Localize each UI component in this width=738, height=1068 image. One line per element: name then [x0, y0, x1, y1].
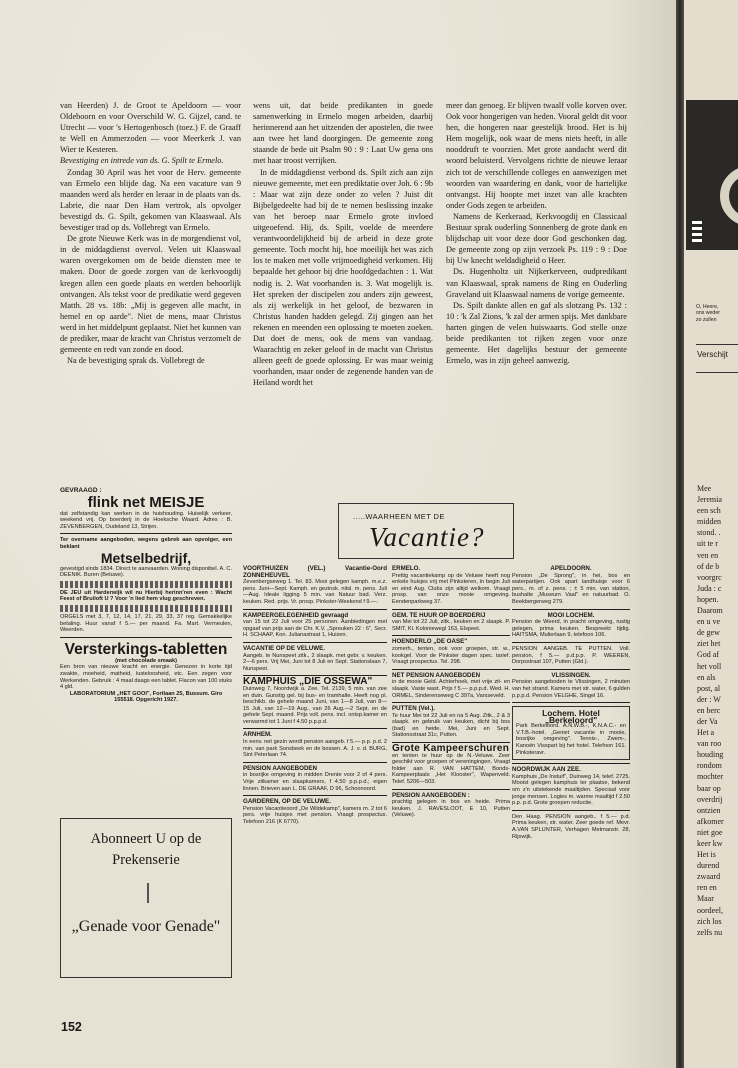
text-line: der Va [697, 716, 718, 726]
classified-ads-column-3 [512, 566, 630, 843]
paragraph: Na de bevestiging sprak ds. Vollebregt de [67, 356, 205, 366]
text-line: keer kw [697, 839, 723, 848]
article-column-3 [446, 100, 627, 366]
ad-divider [512, 763, 630, 764]
ad-headline: KAMPEERGELEGENHEID gevraagd [243, 611, 349, 619]
ad-headline: VACANTIE OP DE VELUWE. [243, 644, 325, 652]
text-fragment [697, 483, 724, 938]
paragraph: Zondag 30 April was het voor de Herv. gemeente van Ermelo een blijde dag. Na een vacature van 9 maanden werd als herder en leraar in de plaats van ds. Labrie, die naar Den Ham vertrok, als opvolger bevestigd ds. G. Spilt, gekomen van Klaaswaal. Als bevestiger trad op ds. Vollebregt van Ermelo. [60, 167, 241, 233]
vacantie-header [338, 503, 514, 559]
ad-divider [512, 609, 630, 610]
paragraph: Ds. Hugenholtz uit Nijkerkerveen, oudpredikant van Klaaswaal, sprak namens de Ring en Ouderling Graveland uit Klaaswaal namens de vorige gemeente. [446, 267, 627, 299]
paragraph: Ds. Spilt dankte allen en gaf als slotzang Ps. 132 : 10 : 'k Zal Zions, 'k zal der armen spijs. Met dankbare harten gingen de velen huiswaarts. God stelle onze beide predikanten tot rijken zegen voor onze gemeente. Het dagelijks bestuur der gemeente Ermelo, was in zijn geheel aanwezig. [446, 300, 627, 366]
paragraph: meer dan genoeg. Er blijven twaalf volle korven over. Ook voor hongerigen van heden. Vooral geldt dit voor hen, die hongeren naar geestelijk brood. Het is bij Hem mogelijk, ook waar de mens niets heeft, in alle nooddruft te voorzien. Met grote aandacht werd dit woord beluisterd. Vervolgens richtte de nieuwe leraar zich tot de verschillende colleges en aanwezigen met woorden van waardering en dank, voor de hartelijke ontvangst. Hij hoopte met inzet van alle krachten onder Gods zegen te arbeiden. [446, 101, 627, 210]
ad-text: Pension aangeboden te Vlissingen, 2 minuten van het strand. Kamers met str. water, 6 gulden p.p.p.d. Pension VELGHE, Singel 16. [512, 679, 630, 699]
classified-ad [243, 646, 387, 672]
text-line: Juda : c [697, 583, 722, 593]
header-title: Vacantie? [369, 522, 485, 552]
classified-ad [243, 566, 387, 606]
ad-text: Aangeb. te Nunspeet zitk., 2 slaapk. met gebr. v. keuken. 2—6 pers. Vrij Mei, Juni tot 8 Juli en Sept. Stationslaan 7, Nunspeet. [243, 652, 387, 672]
classified-ad [512, 767, 630, 807]
ad-divider [392, 702, 510, 703]
ad-headline: ERMELO. [392, 565, 421, 572]
ad-title: flink net MEISJE [87, 493, 205, 511]
ad-title: Metselbedrijf, [100, 549, 192, 566]
text-line: Mee [697, 484, 712, 493]
classified-ad [392, 639, 510, 665]
ad-headline: PUTTEN (Vel.). [392, 705, 435, 713]
series-title: „Genade voor Genade" [71, 918, 221, 935]
text-line: Daarom [697, 606, 723, 616]
text-line: ven en [697, 550, 719, 560]
emblem-bars [692, 218, 702, 242]
ad-divider [512, 669, 630, 670]
text-line: van roo [697, 739, 722, 749]
photo-caption [696, 304, 720, 323]
text-line: de gew [697, 628, 720, 638]
text-line: het voll [697, 661, 722, 671]
text-line: post, al [697, 683, 721, 693]
ad-divider [392, 635, 510, 636]
text-line: der : W [697, 694, 721, 704]
section-heading: Bevestiging en intrede van ds. G. Spilt te Ermelo. [60, 156, 224, 166]
ad-headline: HOENDERLO „DE OASE" [392, 638, 468, 646]
caption-line: zo zullen [696, 316, 717, 323]
ad-body: gevestigd sinds 1834. Direct te aanvaarden. Woning disponibel. A. C. DEENIK. Buren (Betuwe). [60, 565, 232, 579]
ad-divider [392, 789, 510, 790]
ad-divider [512, 702, 630, 703]
ad-text: in bosrijke omgeving in midden Drente voor 2 of 4 pers. Vrije zitkamer en slaapkamers, f 4.50 p.p.p.d.; eigen linnen. Brieven aan L. DE GRAAF, D 96, Schoonoord. [243, 772, 387, 792]
text-line: en als [697, 672, 716, 682]
text-line: zich los [697, 916, 722, 926]
paragraph: Namens de Kerkeraad, Kerkvoogdij en Classicaal Bestuur sprak ouderling Sonnenberg de grote dank en blijdschap uit voor deze door God geschonken dag. De gemeente zong op zijn verzoek Ps. 119 : 9 : Doe bij Uw knecht weldadigheid o Heer. [446, 211, 627, 266]
rule [696, 372, 738, 373]
ad-text: Pension Vacantieoord „De Wildekamp", kamers m. 2 tot 6 pers. vrije huisjes met pension. Vraagt prospectus. Telefoon 216 (K 6770). [243, 805, 387, 825]
text-line: baar op [697, 783, 721, 793]
ad-body: ORGELS met 3, 7, 12, 14, 17, 21, 29, 33, 37 reg. Gemakkelijke betaling. Huur vanaf f 5.— per maand. Fa. Mart. Vermeulen, Weerden. [60, 613, 232, 634]
ornament-divider [60, 581, 232, 588]
text-line: rondom [697, 761, 722, 771]
text-line: hopen. [697, 594, 719, 604]
paragraph: In de middagdienst verbond ds. Spilt zich aan zijn nieuwe gemeente, met een prediktatie over Joh. 6 : 9b : Maar wat zijn deze onder zo velen ? Juist dit Bijbelgedeelte had bij de te nemen beslissing inzake van het beroep naar Ermelo grote invloed uitgeoefend. Hij, ds. Spilt, voelde de meerdere verantwoordelijkheid bij de arbeid in deze grote gemeente. Toch mocht hij, hoe moeilijk het was zich los te maken met volle vrijmoedigheid verkomen. Hij bepaalde het gehoor bij drie hoofdgedachten : 1. Wat nodig is. 2. Wat voorhanden is. 3. Wat mogelijk is. Het spreken der discipelen zou anders zijn geweest, als zij werkelijk in het geloof, de bezwaren in Christus handen hadden gelegd. Zij gingen aan het rekenen en meenden een oplossing te moeten zoeken. Dat doet de mens, ook de mens van vandaag. Waarachtig en zeker geloof in de macht van Christus alleen geeft de goede oplossing. Er was maar weinig voorhanden, maar onder de zegenende handen van de Heiland wordt het [253, 167, 433, 388]
ad-body: DE JEU uit Harderwijk wil nu Hierbij herinn'ren even : Wacht Feest of Bruiloft U ? Voor 'n lied hem vlug geschreven. [60, 589, 232, 603]
classified-ad [243, 676, 387, 725]
text-line: niet goe [697, 827, 723, 837]
paragraph: De grote Nieuwe Kerk was in de morgendienst vol, in de middagdienst overvol. Velen uit Klaaswaal waren overgekomen om de beide diensten mee te maken. Door de goede zorgen van de kerkvoogdij kregen allen een goede plaats en werden behoorlijk ontvangen. Als tekst voor de predikatie werd gegeven Matth. 28 vs. 18b: „Mij is gegeven alle macht, in hemel en op aarde". Niet de mens, maar Christus werd in het middelpunt geplaatst. Niet het kunnen van de prediker, maar de kracht van Christus verzomelt de gemeente en redt van zonde en dood. [60, 234, 241, 355]
ad-headline: APELDOORN. [550, 565, 592, 572]
ad-divider [243, 609, 387, 610]
classified-ads-left [60, 488, 232, 704]
ad-headline: NOORDWIJK AAN ZEE. [512, 766, 581, 774]
text-line: mochter [697, 772, 724, 782]
ad-headline: PENSION AANGEBODEN [243, 764, 318, 772]
text-line: God af [697, 650, 719, 660]
text-line: uit te r [697, 539, 718, 549]
ad-title: Versterkings-tabletten [64, 640, 228, 658]
classified-ad [243, 799, 387, 825]
ad-text: en tenten te huur op de N.-Veluwe. Zeer geschikt voor groepen of vereningingen. Vraagt folder aan R. VAN HATTEM, Bonds-Kampeerplaats „Het Klooster", Wapenveld. Telef. 5206—503. [392, 752, 510, 786]
paragraph: van Heerden) J. de Groot te Apeldoorn — voor Oldeboorn en voor Overschild W. G. Gijzel, cand. te Utrecht — voor 's Hertogenbosch (toez.) F. de Graaff te Well en Ammerzoden — voor Meerkerk J. van Wier te Kesteren. [60, 101, 241, 155]
text-line: oordeel, [697, 905, 723, 915]
ad-divider [392, 609, 510, 610]
ad-divider [243, 762, 387, 763]
section-heading: Verschijt [697, 350, 728, 359]
subscription-text: Abonneert U op de Prekenserie [90, 831, 202, 868]
ad-text: PENSION AANGEB. TE PUTTEN. Voll. pension, f 5.— p.d.p.p. P. WEEREN, Dorpsstraat 107, Putten (Gld.). [512, 645, 630, 666]
classified-ad [243, 766, 387, 792]
ad-text: van Mei tot 22 Juli, zitk., keuken en 2 slaapk. P. SMIT, Kl. Koloniewegl 163, Elspeet. [392, 619, 510, 632]
divider-line [147, 883, 149, 903]
ad-divider [512, 810, 630, 811]
text-line: en berc [697, 705, 721, 715]
ad-text: zomerh., tenten, ook voor groepen, str. w., kookgel. Voor de Pinkster dagen spec. tarief. Vraagt prospectus. Tel. 298. [392, 645, 510, 666]
text-line: Het a [697, 728, 715, 738]
ad-divider [392, 669, 510, 670]
ad-headline: VLISSINGEN. [551, 671, 591, 679]
classified-ad [512, 673, 630, 699]
ad-body: Een bron van nieuwe kracht en energie. Genezen in korte tijd zwakte, moeheid, matheid, lusteloosheid, etc. Een zegen voor Werkenden. Gebruik : 4 maal daags een tablet. Flacon van 100 stuks 4 gld. [60, 664, 232, 691]
text-line: een sch [697, 506, 721, 516]
ad-text: Te huur Mei tot 22 Juli en na 5 Aug. Zitk., 2 & 3 slaapk. en gebruik van keuken, dicht bij bos (bad) en heide. Mei, Juni en Sept. Stationsstraat 31c, Putten. [392, 712, 510, 739]
text-line: midden [697, 517, 721, 527]
classified-ads-column-1 [243, 566, 387, 829]
ornament-divider [60, 605, 232, 612]
text-line: Het is [697, 850, 716, 860]
ad-text: Duinweg 7, Noordwijk a. Zee. Tel. 2139, 5 min. van zee en duin. Gunstig gel. bij bus- en tramhalte. Heeft nog pl. beschikb. de gehele maand Juni, van 1—8 Juli, van 8—15 Juli, van 12—19 Aug., van 26 Aug.—2 Sept. en de gehele Sept. maand. Prijs voll. pens. incl. ontsp.kamer en verwarmd tot 1 Juni f 4.50 p.p.p.d. [243, 685, 387, 725]
classified-ad [392, 673, 510, 699]
ad-text: In eenv. net gezin wordt pension aangeb. f 5.— p.p. p.d. 2 min. van park Sonsbeek en de bossen. A. J. v. d. BURG, Sint Peterlaan 74. [243, 739, 387, 759]
ad-subtitle: (met chocolade smaak) [115, 657, 177, 664]
text-line: ziet het [697, 639, 721, 649]
text-line: stond. . [697, 528, 721, 538]
classified-ad [243, 613, 387, 639]
classified-ad [512, 646, 630, 666]
book-spine [676, 0, 684, 1068]
text-line: zelfs nu [697, 927, 723, 937]
text-line: en u ve [697, 617, 721, 627]
photo-fragment [686, 100, 738, 250]
ad-headline: ARNHEM. [243, 731, 272, 739]
ad-text: van 15 tot 22 Juli voor 25 personen. Aanbiedingen met opgaaf van prijs aan de Chr. K.V. „Spreuken 22 : 6", Secr. H. SCHAAP, Kon. Julianastraat 1, Huizen. [243, 619, 387, 639]
adjacent-page [684, 0, 738, 1068]
ad-text: Pension „De Sprong", in hei, bos en waterpartijen. Ook apart landhuisje voor 6 pers., m. of z. pens. ; ± 5 min. van station, bushalte „Museum Vaal" en natuurbad. O. Beekbergerweg 279. [512, 572, 630, 605]
ad-body: LABORATORIUM „HET GOOI", Fortlaan 25, Bussum. Giro 155518. Opgericht 1927. [69, 690, 223, 704]
text-line: ren en [697, 883, 717, 893]
ad-text: Zevenbergseweg 1. Tel. 83. Mooi gelegen kamph. m.e.z. pens. Juni—Sept. Kamph. en gezinsk. nitsl. m. pens. Juli—Aug. Ideale ligging 5 min. van Natuur bad. Verz. keuken. Red. prijs. Vr. prosp. Pinkster-Weekend f 9.—. [243, 579, 387, 605]
classified-ad [392, 793, 510, 819]
ad-text: Den Haag. PENSION aangeb., f 5.— p.d. Prima keuken, str. water. Zeer goede ref. Mevr. A.VAN SPLUNTER, Verhagen Metmanstr. 28, Rijswijk. [512, 813, 630, 840]
ad-divider [243, 728, 387, 729]
classified-ad [512, 706, 630, 760]
text-line: houding [697, 750, 724, 760]
classified-ad [392, 743, 510, 786]
ad-text: Prettig vacantiekamp op de Veluwe heeft nog enkele huisjes vrij met Pinksteren, in begin Juli en eind Aug. Clubs zijn altijd welkom. Vraagt prosp. van onze mooie omgeving. Eendenparkweg 37. [392, 572, 510, 605]
classified-ad [512, 566, 630, 606]
ad-headline: GEM. TE HUUR OP BOERDERIJ [392, 611, 486, 619]
emblem-shape [720, 166, 738, 226]
ad-headline: Grote Kampeerschuren [392, 743, 510, 755]
ad-headline: MOOI LOCHEM. [547, 611, 595, 619]
subscription-ad [60, 818, 232, 978]
classified-ad [512, 613, 630, 639]
article-column-1 [60, 100, 241, 366]
classified-ad [392, 706, 510, 739]
rule [696, 344, 738, 345]
ad-text: Pension de Weerd, in pracht omgeving, rustig gelegen, prima keuken. Bespreekt tijdig. HAITSMA, Mulierlaan 9, telefoon 106. [512, 619, 630, 639]
ad-headline: Lochem. Hotel „Berkeloord" [542, 708, 600, 725]
ad-headline: VOORTHUIZEN (VEL.) Vacantie-Oord ZONNEHEUVEL [243, 565, 387, 579]
ad-text: Park Berkeloord. A.N.W.B.-, K.N.A.C.- en V.T.B.-hotel. „Geniet vacantie in mooie, bosrijke omgeving". Tennis-, Zwem-, Kanoën Visspart bij het hotel. Telefoon 161. Pinksteravr. [516, 723, 626, 756]
ad-text: in de mooie Geld. Achterhoek, met vrije zit- en slaapk. Vaste wast. Prijs f 5.— p.p.p.d. Wed. H. ORMEL, Sinderenseweg C 397a, Varsseveld. [392, 679, 510, 699]
text-line: of de b [697, 561, 720, 571]
ad-headline: PENSION AANGEBODEN : [392, 791, 470, 799]
text-line: voorgrc [697, 572, 722, 582]
classified-ad [243, 732, 387, 758]
classified-ad [392, 566, 510, 606]
ad-text: prachtig gelegen in bos en heide. Prima keuken. J. RAVESLOOT, E 10, Putten (Veluwe). [392, 799, 510, 819]
ad-divider [512, 642, 630, 643]
article-column-2 [253, 100, 433, 388]
page-number: 152 [61, 1020, 82, 1034]
ad-divider [243, 642, 387, 643]
ad-headline: NET PENSION AANGEBODEN [392, 671, 481, 679]
text-line: Jeremia [697, 495, 722, 505]
header-kicker: .....WAARHEEN MET DE [353, 512, 445, 521]
caption-line: ons weder [696, 310, 720, 317]
ad-text: Kamphuis „De Instuif", Duinweg 14, telef. 2725. Mooist gelegen kamphuis ter plaatse, bekend om z'n uitstekende maaltijden. Speciaal voor jonge mensen. Logies m. warme maaltijd f 2.50 p.p. p.d. Grote groepen reductie. [512, 773, 630, 807]
ad-heading: GEVRAAGD : [60, 487, 102, 494]
ad-intro: Ter overname aangeboden, wegens gebrek aan opvolger, een beklant [60, 537, 232, 550]
ad-divider [243, 795, 387, 796]
ad-headline: KAMPHUIS „DIE OSSEWA" [243, 676, 373, 688]
paragraph: wens uit, dat beide predikanten in goede samenwerking in Ermelo mogen arbeiden, daarbij herinnerend aan het uitzenden der apostelen, die twee aan twee het land doorgingen. De gemeente zong staande de bede uit Psalm 90 : 9 : Laat Uw gena ons met haar troost verrijken. [253, 101, 433, 166]
ad-headline: GARDEREN, OP DE VELUWE. [243, 798, 331, 806]
classified-ad [392, 613, 510, 633]
text-line: durend [697, 861, 720, 871]
ad-body: dat zelfstandig kan werken in de huishouding. Huiselijk verkeer, weekend vrij. Op boerderij in de Hoeksche Waard. Adres : B. ZEVENBERGEN, Oudeland 13, Strijen. [60, 510, 232, 530]
text-line: ontzien [697, 805, 721, 815]
classified-ad [512, 814, 630, 840]
classified-ads-column-2 [392, 566, 510, 822]
text-line: zwaard [697, 872, 721, 882]
caption-line: O, Heere, [696, 304, 719, 310]
text-line: overdrij [697, 794, 723, 804]
text-line: Maar [697, 894, 714, 904]
text-line: afkomer [697, 816, 724, 826]
